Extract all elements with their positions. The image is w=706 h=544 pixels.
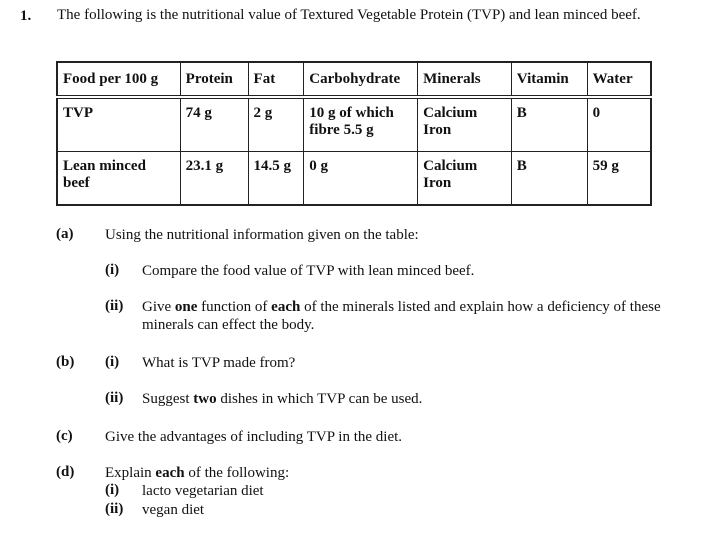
text-run: of the minerals listed and explain how a deficiency of these minerals can effect the body.	[142, 299, 661, 333]
part-a-i-label: (i)	[105, 262, 120, 278]
text-run: Explain	[105, 465, 156, 481]
question-intro: The following is the nutritional value of Textured Vegetable Protein (TVP) and lean minced beef.	[57, 7, 641, 23]
food-line: Lean minced	[63, 157, 146, 174]
part-b-label: (b)	[56, 354, 75, 370]
part-d-text	[105, 464, 289, 482]
nutrition-table	[56, 61, 652, 206]
cell-carbohydrate: 0 g	[304, 151, 418, 205]
text-run: Suggest	[142, 391, 194, 407]
header-food: Food per 100 g	[57, 62, 180, 97]
cell-protein: 23.1 g	[180, 151, 248, 205]
part-a-i-text: Compare the food value of TVP with lean minced beef.	[142, 263, 475, 279]
part-a-label: (a)	[56, 226, 74, 242]
header-vitamin: Vitamin	[511, 62, 587, 97]
cell-water: 0	[587, 97, 651, 151]
cell-carbohydrate	[304, 97, 418, 151]
cell-minerals	[418, 151, 512, 205]
text-run: Give	[142, 299, 175, 315]
cell-protein: 74 g	[180, 97, 248, 151]
part-d-i-label: (i)	[105, 482, 120, 498]
text-run: dishes in which TVP can be used.	[216, 391, 423, 407]
text-run: function of	[197, 299, 272, 315]
food-line: beef	[63, 174, 90, 191]
table-row	[57, 151, 651, 205]
header-protein: Protein	[180, 62, 248, 97]
part-a-ii-label: (ii)	[105, 298, 124, 314]
part-a-ii-text	[142, 298, 672, 334]
part-c-label: (c)	[56, 428, 73, 444]
cell-fat: 2 g	[248, 97, 304, 151]
table-row	[57, 97, 651, 151]
header-carbohydrate: Carbohydrate	[304, 62, 418, 97]
cell-water: 59 g	[587, 151, 651, 205]
mineral-item: Calcium	[423, 157, 478, 174]
part-d-i-text: lacto vegetarian diet	[142, 483, 264, 499]
cell-fat: 14.5 g	[248, 151, 304, 205]
mineral-item: Calcium	[423, 105, 478, 121]
part-b-ii-label: (ii)	[105, 390, 124, 406]
emphasis-two: two	[193, 391, 217, 407]
cell-food	[57, 151, 180, 205]
header-fat: Fat	[248, 62, 304, 97]
part-b-i-text: What is TVP made from?	[142, 355, 296, 371]
cell-vitamin: B	[511, 97, 587, 151]
part-c-text: Give the advantages of including TVP in the diet.	[105, 429, 403, 445]
carb-line: fibre 5.5 g	[309, 122, 374, 138]
text-run: of the following:	[184, 465, 290, 481]
emphasis-one: one	[174, 299, 198, 315]
question-number: 1.	[20, 8, 32, 24]
part-d-ii-label: (ii)	[105, 501, 124, 517]
emphasis-each: each	[271, 299, 301, 315]
header-water: Water	[587, 62, 651, 97]
header-minerals: Minerals	[418, 62, 512, 97]
part-a-text: Using the nutritional information given on the table:	[105, 227, 419, 243]
cell-vitamin: B	[511, 151, 587, 205]
table-header-row	[57, 62, 651, 97]
part-b-ii-text	[142, 390, 422, 408]
carb-line: 10 g of which	[309, 105, 394, 121]
cell-food: TVP	[57, 97, 180, 151]
emphasis-each: each	[155, 465, 185, 481]
mineral-item: Iron	[423, 174, 452, 191]
part-d-label: (d)	[56, 464, 75, 480]
part-d-ii-text: vegan diet	[142, 502, 205, 518]
part-b-i-label: (i)	[105, 354, 120, 370]
cell-minerals	[418, 97, 512, 151]
mineral-item: Iron	[423, 122, 452, 138]
